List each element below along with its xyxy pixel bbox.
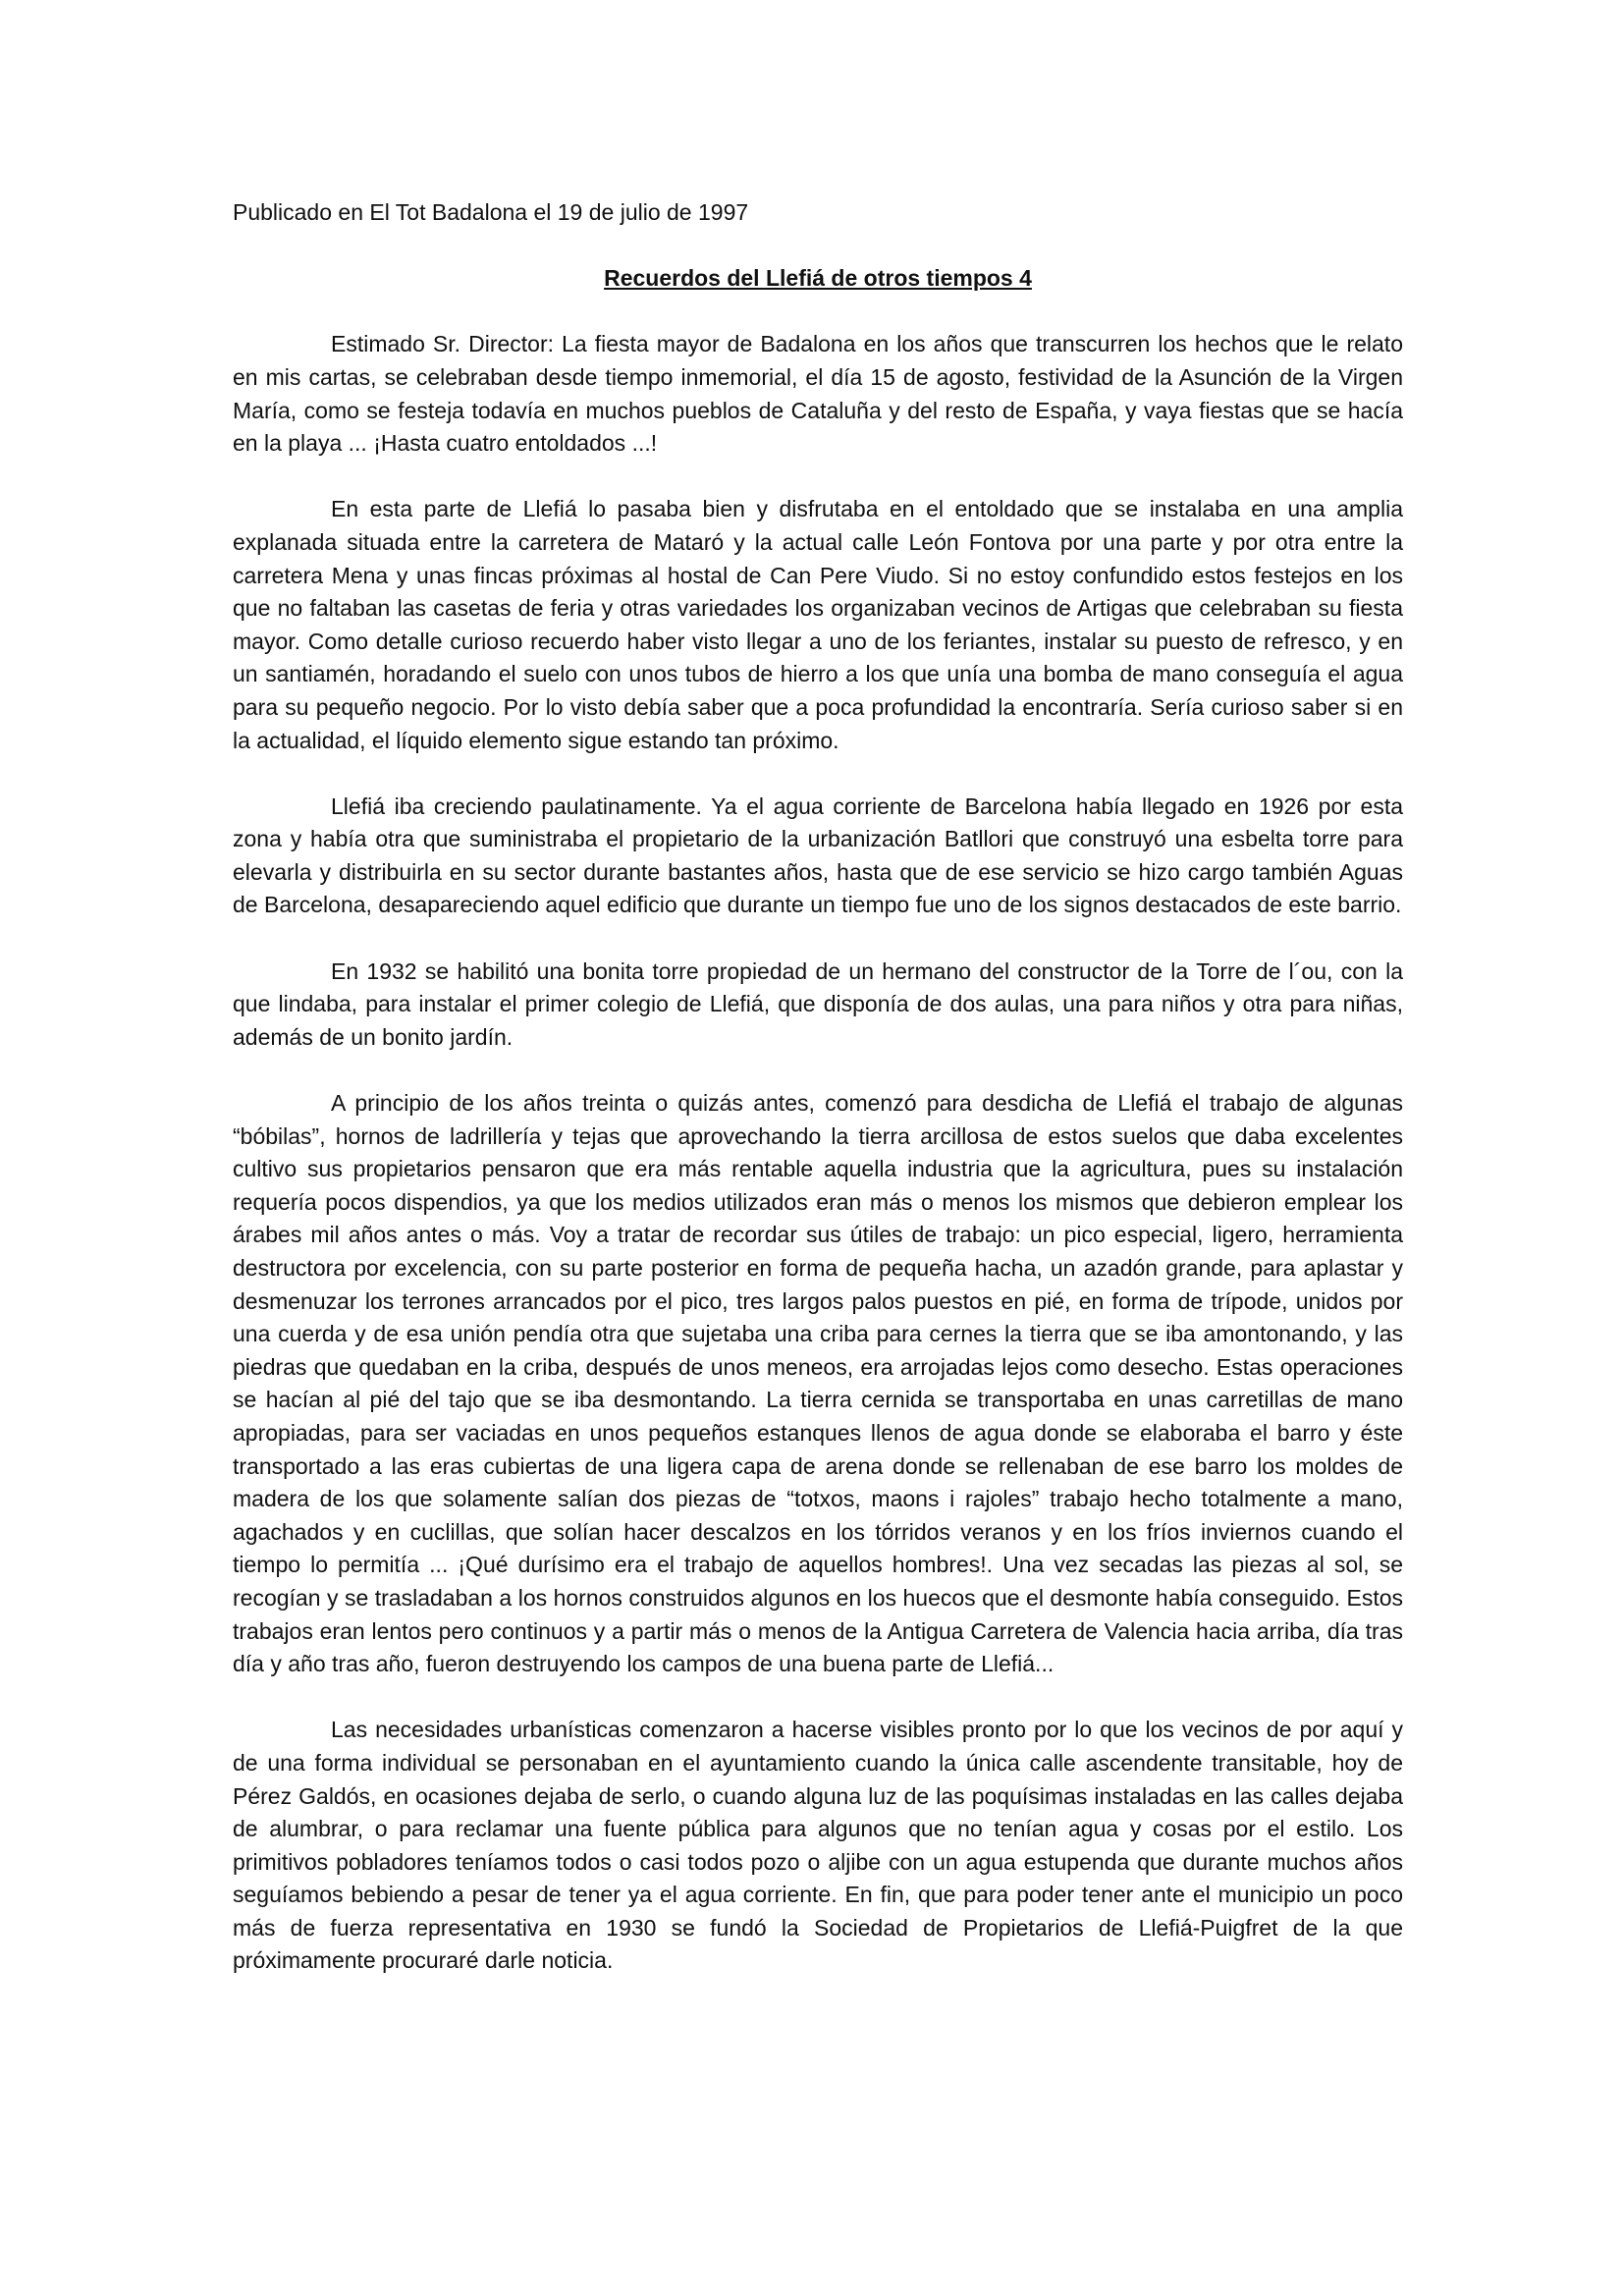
- paragraph-1: Estimado Sr. Director: La fiesta mayor de Badalona en los años que transcurren los hechos que le relato en mis cartas, se celebraban desde tiempo inmemorial, el día 15 de agosto, festividad de la Asunción de la Virgen María, como se festeja todavía en muchos pueblos de Cataluña y del resto de España, y vaya fiestas que se hacía en la playa ... ¡Hasta cuatro entoldados ...!: [233, 331, 1403, 457]
- publication-line: Publicado en El Tot Badalona el 19 de julio de 1997: [233, 199, 749, 225]
- article-title: Recuerdos del Llefiá de otros tiempos 4: [604, 265, 1032, 292]
- paragraph-5: A principio de los años treinta o quizás antes, comenzó para desdicha de Llefiá el trabajo de algunas “bóbilas”, hornos de ladrillería y tejas que aprovechando la tierra arcillosa de estos suelos que daba excelentes cultivo sus propietarios pensaron que era más rentable aquella industria que la agricultura, pues su instalación requería pocos dispendios, ya que los medios utilizados eran más o menos los mismos que debieron emplear los árabes mil años antes o más. Voy a tratar de recordar sus útiles de trabajo: un pico especial, ligero, herramienta destructora por excelencia, con su parte posterior en forma de pequeña hacha, un azadón grande, para aplastar y desmenuzar los terrones arrancados por el pico, tres largos palos puestos en pié, en forma de trípode, unidos por una cuerda y de esa unión pendía otra que sujetaba una criba para cernes la tierra que se iba amontonando, y las piedras que quedaban en la criba, después de unos meneos, era arrojadas lejos como desecho. Estas operaciones se hacían al pié del tajo que se iba desmontando. La tierra cernida se transportaba en unas carretillas de mano apropiadas, para ser vaciadas en unos pequeños estanques llenos de agua donde se elaboraba el barro y éste transportado a las eras cubiertas de una ligera capa de arena donde se rellenaban de ese barro los moldes de madera de los que solamente salían dos piezas de “totxos, maons i rajoles” trabajo hecho totalmente a mano, agachados y en cuclillas, que solían hacer descalzos en los tórridos veranos y en los fríos inviernos cuando el tiempo lo permitía ... ¡Qué durísimo era el trabajo de aquellos hombres!. Una vez secadas las piezas al sol, se recogían y se trasladaban a los hornos construidos algunos en los huecos que el desmonte había conseguido. Estos trabajos eran lentos pero continuos y a partir más o menos de la Antigua Carretera de Valencia hacia arriba, día tras día y año tras año, fueron destruyendo los campos de una buena parte de Llefiá...: [233, 1090, 1403, 1677]
- paragraph-2: En esta parte de Llefiá lo pasaba bien y disfrutaba en el entoldado que se instalaba en una amplia explanada situada entre la carretera de Mataró y la actual calle León Fontova por una parte y por otra entre la carretera Mena y unas fincas próximas al hostal de Can Pere Viudo. Si no estoy confundido estos festejos en los que no faltaban las casetas de feria y otras variedades los organizaban vecinos de Artigas que celebraban su fiesta mayor. Como detalle curioso recuerdo haber visto llegar a uno de los feriantes, instalar su puesto de refresco, y en un santiamén, horadando el suelo con unos tubos de hierro a los que unía una bomba de mano conseguía el agua para su pequeño negocio. Por lo visto debía saber que a poca profundidad la encontraría. Sería curioso saber si en la actualidad, el líquido elemento sigue estando tan próximo.: [233, 496, 1403, 753]
- paragraph-6: Las necesidades urbanísticas comenzaron a hacerse visibles pronto por lo que los vecinos de por aquí y de una forma individual se personaban en el ayuntamiento cuando la única calle ascendente transitable, hoy de Pérez Galdós, en ocasiones dejaba de serlo, o cuando alguna luz de las poquísimas instaladas en las calles dejaba de alumbrar, o para reclamar una fuente pública para algunos que no tenían agua y cosas por el estilo. Los primitivos pobladores teníamos todos o casi todos pozo o aljibe con un agua estupenda que durante muchos años seguíamos bebiendo a pesar de tener ya el agua corriente. En fin, que para poder tener ante el municipio un poco más de fuerza representativa en 1930 se fundó la Sociedad de Propietarios de Llefiá-Puigfret de la que próximamente procuraré darle noticia.: [233, 1717, 1403, 1974]
- document-page: [233, 196, 1403, 1978]
- paragraph-4: En 1932 se habilitó una bonita torre propiedad de un hermano del constructor de la Torre de l´ou, con la que lindaba, para instalar el primer colegio de Llefiá, que disponía de dos aulas, una para niños y otra para niñas, además de un bonito jardín.: [233, 957, 1403, 1050]
- paragraph-3: Llefiá iba creciendo paulatinamente. Ya el agua corriente de Barcelona había llegado en 1926 por esta zona y había otra que suministraba el propietario de la urbanización Batllori que construyó una esbelta torre para elevarla y distribuirla en su sector durante bastantes años, hasta que de ese servicio se hizo cargo también Aguas de Barcelona, desapareciendo aquel edificio que durante un tiempo fue uno de los signos destacados de este barrio.: [233, 793, 1403, 918]
